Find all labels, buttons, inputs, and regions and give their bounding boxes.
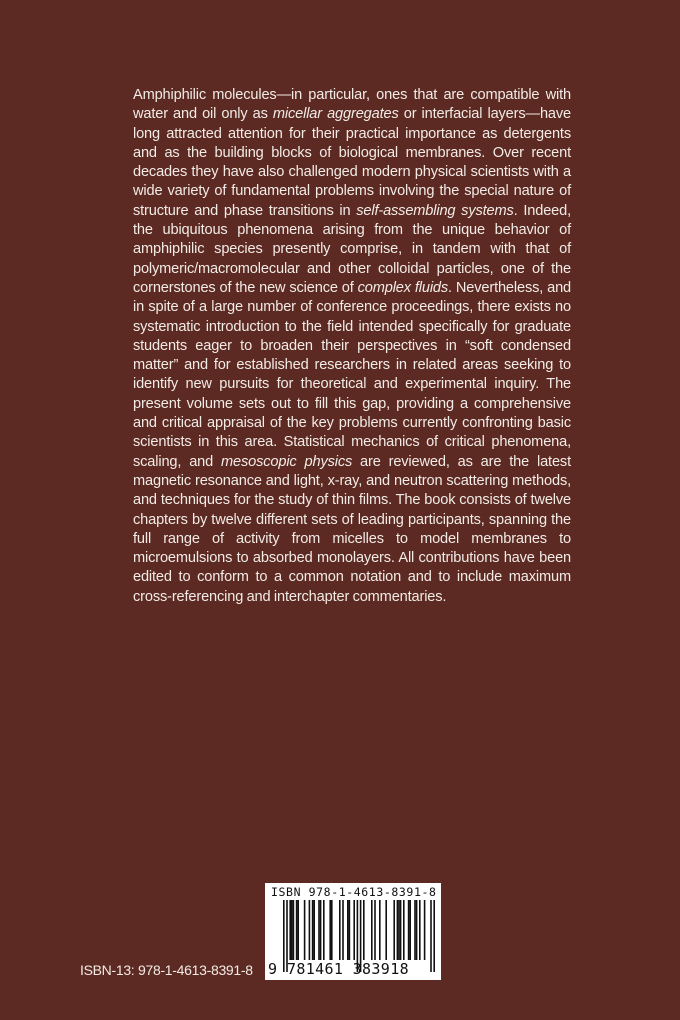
blurb-emphasis: complex fluids (357, 279, 449, 296)
blurb-emphasis: micellar aggregates (272, 106, 399, 123)
barcode-bar (379, 900, 381, 960)
barcode-bar (424, 900, 426, 960)
barcode-bar (312, 900, 314, 960)
barcode-bar (339, 900, 341, 960)
barcode-bar (318, 900, 320, 960)
barcode-bar (409, 900, 411, 960)
barcode-bar (414, 900, 416, 960)
blurb-text: or interfacial layers—have long attracted attention for their practical importance as detergents and as the building blocks of biological membranes. Over recent decades they have also challenged modern physical scientists with a wide variety of fundamental problems involving the special nature of structure and phase transitions in (133, 106, 571, 219)
barcode-bar (403, 900, 405, 960)
barcode-bar (342, 900, 344, 960)
barcode-bar (374, 900, 376, 960)
blurb-text: Amphiphilic molecules—in particular, ones that are compatible with water and oil only as (133, 87, 571, 123)
cover-blurb (133, 86, 571, 607)
barcode-bar (397, 900, 399, 960)
barcode-bar (304, 900, 306, 960)
barcode-bar (329, 900, 331, 960)
barcode-bar (347, 900, 349, 960)
barcode-isbn-text: ISBN 978-1-4613-8391-8 (271, 885, 437, 899)
barcode-bar (353, 900, 355, 960)
barcode-bar (323, 900, 325, 960)
barcode-bar (313, 900, 315, 960)
barcode-bar (430, 900, 432, 972)
barcode-bar (291, 900, 293, 960)
blurb-text: . Indeed, the ubiquitous phenomena arising from the unique behavior of amphiphilic species presently comprise, in tandem with that of polymeric/macromolecular and other colloidal particles, one of the cornerstones of the new science of (133, 202, 571, 296)
barcode-bar (283, 900, 285, 972)
blurb-emphasis: mesoscopic physics (221, 453, 353, 470)
blurb-text: are reviewed, as are the latest magnetic resonance and light, x-ray, and neutron scattering methods, and techniques for the study of thin films. The book consists of twelve chapters by twelve different sets of leading participants, spanning the full range of activity from micelles to model membranes to microemulsions to absorbed monolayers. All contributions have been edited to conform to a common notation and to include maximum cross-referencing and interchapter commentaries. (133, 453, 571, 605)
barcode-bar (419, 900, 421, 960)
barcode-bar (293, 900, 295, 960)
barcode-digits: 781461 383918 (287, 960, 409, 978)
barcode-bar (289, 900, 291, 960)
barcode-bar (433, 900, 435, 972)
barcode-bar (393, 900, 395, 960)
barcode-bar (331, 900, 333, 960)
barcode-bar (385, 900, 387, 960)
barcode-bar (416, 900, 418, 960)
blurb-text: . Nevertheless, and in spite of a large number of conference proceedings, there exists no systematic introduction to the field intended specifically for graduate students eager to broaden their perspectives in “soft condensed matter” and for established researchers in related areas seeking to identify new pursuits for theoretical and experimental inquiry. The present volume sets out to fill this gap, providing a comprehensive and critical appraisal of the key problems currently confronting basic scientists in this area. Statistical mechanics of critical phenomena, scaling, and (133, 279, 572, 470)
barcode-bar (297, 900, 299, 960)
barcode-bar (371, 900, 373, 960)
isbn-barcode (265, 883, 441, 980)
barcode-bar (398, 900, 400, 960)
barcode-bar (296, 900, 298, 960)
blurb-emphasis: self-assembling systems (356, 202, 514, 219)
barcode-bar (320, 900, 322, 960)
isbn-label: ISBN-13: 978-1-4613-8391-8 (80, 962, 253, 978)
barcode-bar (363, 900, 365, 960)
barcode-bar (408, 900, 410, 960)
barcode-bar (400, 900, 402, 960)
barcode-lead-digit: 9 (268, 960, 278, 978)
barcode-bar (309, 900, 311, 960)
barcode-bar (349, 900, 351, 960)
